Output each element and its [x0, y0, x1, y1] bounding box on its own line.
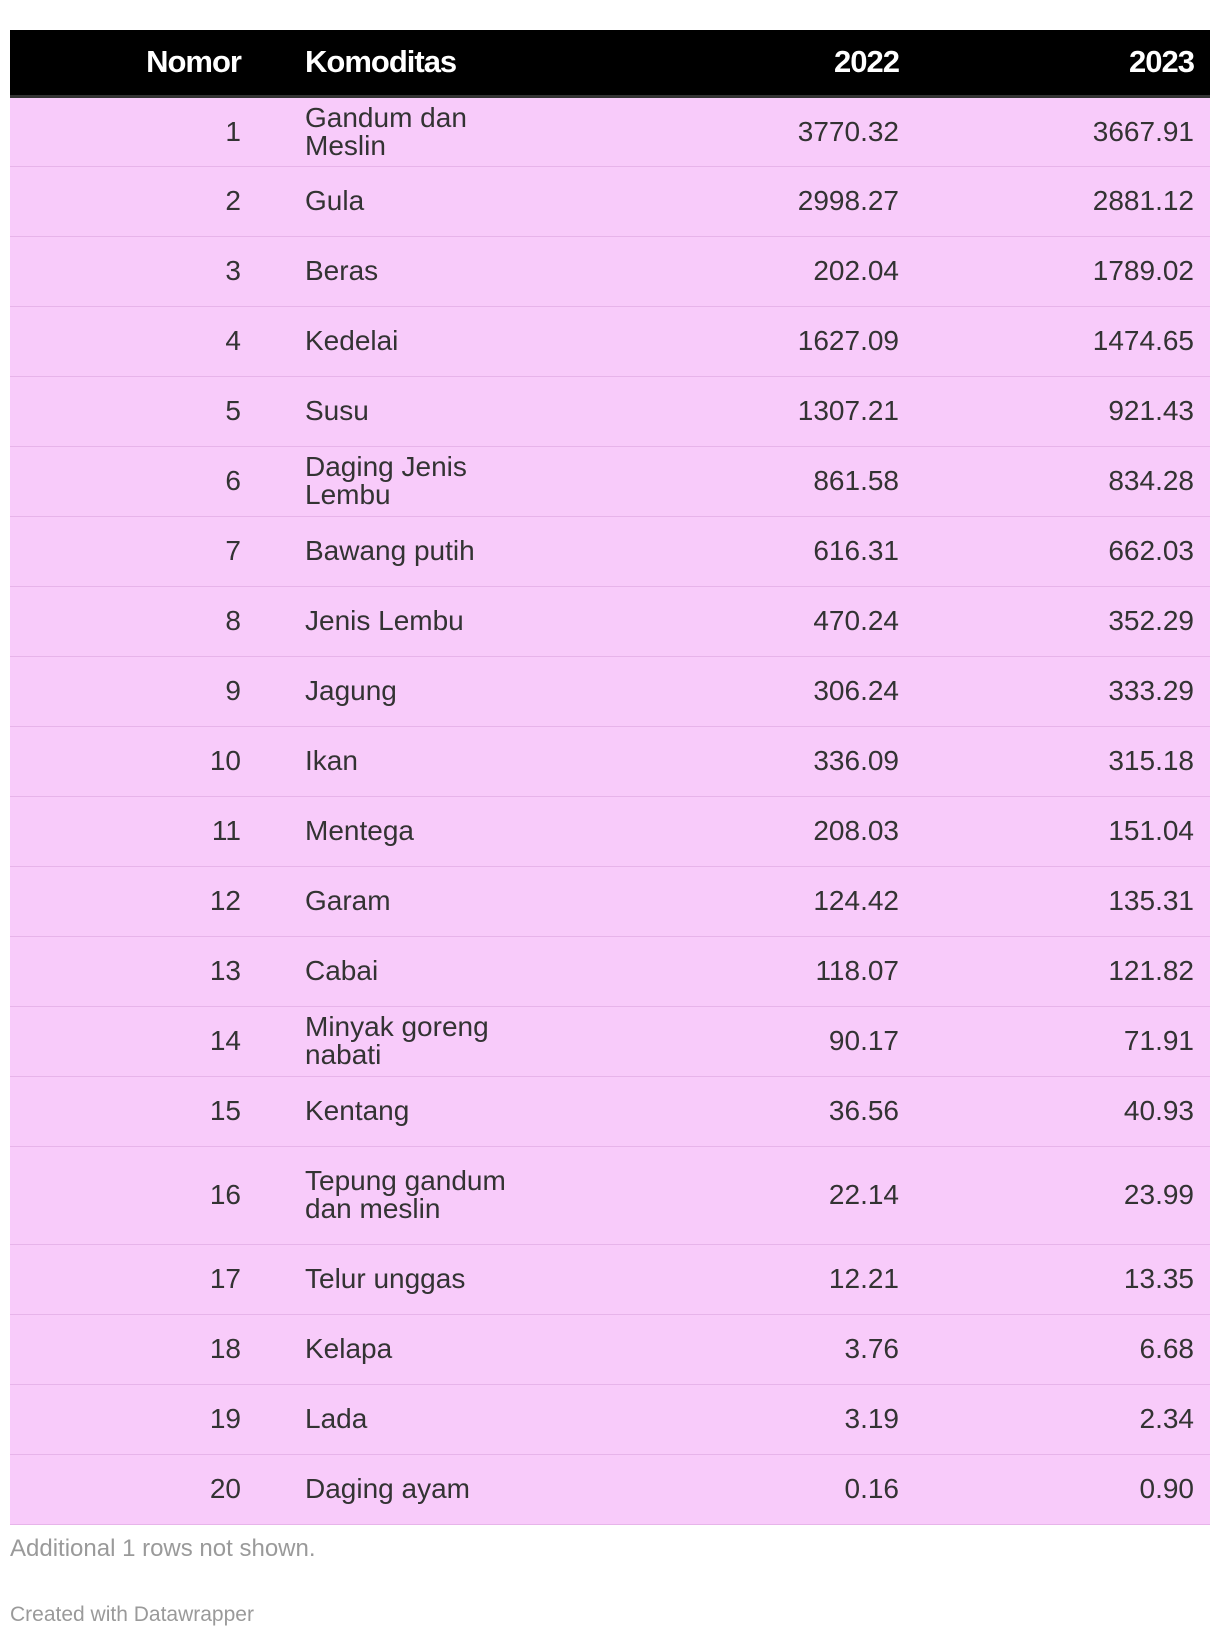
cell-2022: 3.76 [585, 1314, 915, 1384]
cell-2022: 208.03 [585, 796, 915, 866]
cell-2022: 306.24 [585, 656, 915, 726]
table-row [10, 936, 1210, 1006]
table-row [10, 1006, 1210, 1076]
cell-2023: 315.18 [915, 726, 1210, 796]
cell-nomor: 12 [10, 866, 255, 936]
table-row [10, 376, 1210, 446]
cell-komoditas: Jenis Lembu [255, 586, 585, 656]
table-row [10, 1384, 1210, 1454]
cell-nomor: 3 [10, 236, 255, 306]
cell-nomor: 6 [10, 446, 255, 516]
cell-2022: 90.17 [585, 1006, 915, 1076]
cell-2023: 6.68 [915, 1314, 1210, 1384]
cell-2023: 13.35 [915, 1244, 1210, 1314]
cell-nomor: 4 [10, 306, 255, 376]
cell-2023: 23.99 [915, 1146, 1210, 1244]
table-row [10, 866, 1210, 936]
cell-2022: 1307.21 [585, 376, 915, 446]
cell-nomor: 9 [10, 656, 255, 726]
table-row [10, 166, 1210, 236]
cell-2023: 3667.91 [915, 96, 1210, 166]
cell-2022: 336.09 [585, 726, 915, 796]
cell-2022: 616.31 [585, 516, 915, 586]
datawrapper-credit: Created with Datawrapper [10, 1603, 254, 1626]
cell-2023: 2.34 [915, 1384, 1210, 1454]
cell-komoditas: Minyak goreng nabati [255, 1006, 585, 1076]
table-row [10, 656, 1210, 726]
cell-nomor: 16 [10, 1146, 255, 1244]
table-row [10, 516, 1210, 586]
table-row [10, 796, 1210, 866]
table-body [10, 96, 1210, 1524]
cell-komoditas: Jagung [255, 656, 585, 726]
cell-komoditas: Gandum dan Meslin [255, 96, 585, 166]
cell-2023: 1474.65 [915, 306, 1210, 376]
cell-2023: 40.93 [915, 1076, 1210, 1146]
cell-2022: 0.16 [585, 1454, 915, 1524]
cell-2023: 352.29 [915, 586, 1210, 656]
cell-2022: 118.07 [585, 936, 915, 1006]
cell-nomor: 2 [10, 166, 255, 236]
cell-komoditas: Kedelai [255, 306, 585, 376]
table-row [10, 586, 1210, 656]
cell-komoditas: Ikan [255, 726, 585, 796]
table-row [10, 1314, 1210, 1384]
cell-nomor: 5 [10, 376, 255, 446]
cell-komoditas: Kelapa [255, 1314, 585, 1384]
table-row [10, 306, 1210, 376]
cell-komoditas: Kentang [255, 1076, 585, 1146]
cell-nomor: 8 [10, 586, 255, 656]
cell-komoditas: Telur unggas [255, 1244, 585, 1314]
cell-2022: 36.56 [585, 1076, 915, 1146]
cell-komoditas: Bawang putih [255, 516, 585, 586]
table-row [10, 446, 1210, 516]
cell-2022: 124.42 [585, 866, 915, 936]
cell-2022: 22.14 [585, 1146, 915, 1244]
cell-komoditas: Daging Jenis Lembu [255, 446, 585, 516]
cell-komoditas: Cabai [255, 936, 585, 1006]
table-row [10, 96, 1210, 166]
column-header-nomor[interactable]: Nomor [10, 30, 255, 96]
cell-2022: 202.04 [585, 236, 915, 306]
cell-2023: 662.03 [915, 516, 1210, 586]
cell-2022: 1627.09 [585, 306, 915, 376]
cell-nomor: 17 [10, 1244, 255, 1314]
cell-nomor: 20 [10, 1454, 255, 1524]
cell-2023: 135.31 [915, 866, 1210, 936]
commodity-table [10, 30, 1210, 1525]
cell-2023: 921.43 [915, 376, 1210, 446]
table-row [10, 1146, 1210, 1244]
column-header-2022[interactable]: 2022 [585, 30, 915, 96]
cell-2022: 3770.32 [585, 96, 915, 166]
cell-nomor: 7 [10, 516, 255, 586]
cell-komoditas: Gula [255, 166, 585, 236]
cell-komoditas: Lada [255, 1384, 585, 1454]
table-row [10, 726, 1210, 796]
cell-nomor: 13 [10, 936, 255, 1006]
data-table-container [10, 30, 1210, 1525]
cell-2022: 3.19 [585, 1384, 915, 1454]
cell-2022: 2998.27 [585, 166, 915, 236]
table-row [10, 1244, 1210, 1314]
cell-2022: 861.58 [585, 446, 915, 516]
table-row [10, 236, 1210, 306]
table-row [10, 1076, 1210, 1146]
table-footnote: Additional 1 rows not shown. [10, 1535, 316, 1562]
column-header-2023[interactable]: 2023 [915, 30, 1210, 96]
cell-nomor: 1 [10, 96, 255, 166]
cell-2022: 470.24 [585, 586, 915, 656]
cell-2023: 71.91 [915, 1006, 1210, 1076]
cell-komoditas: Mentega [255, 796, 585, 866]
cell-nomor: 10 [10, 726, 255, 796]
cell-nomor: 14 [10, 1006, 255, 1076]
cell-nomor: 15 [10, 1076, 255, 1146]
cell-nomor: 19 [10, 1384, 255, 1454]
cell-2023: 2881.12 [915, 166, 1210, 236]
cell-komoditas: Garam [255, 866, 585, 936]
table-row [10, 1454, 1210, 1524]
column-header-komoditas[interactable]: Komoditas [255, 30, 585, 96]
cell-2023: 0.90 [915, 1454, 1210, 1524]
cell-2023: 121.82 [915, 936, 1210, 1006]
cell-2023: 1789.02 [915, 236, 1210, 306]
cell-nomor: 18 [10, 1314, 255, 1384]
cell-2023: 834.28 [915, 446, 1210, 516]
header-row [10, 30, 1210, 96]
cell-nomor: 11 [10, 796, 255, 866]
cell-komoditas: Tepung gandum dan meslin [255, 1146, 585, 1244]
cell-2023: 151.04 [915, 796, 1210, 866]
cell-2022: 12.21 [585, 1244, 915, 1314]
cell-komoditas: Daging ayam [255, 1454, 585, 1524]
cell-komoditas: Susu [255, 376, 585, 446]
cell-komoditas: Beras [255, 236, 585, 306]
cell-2023: 333.29 [915, 656, 1210, 726]
table-header [10, 30, 1210, 96]
